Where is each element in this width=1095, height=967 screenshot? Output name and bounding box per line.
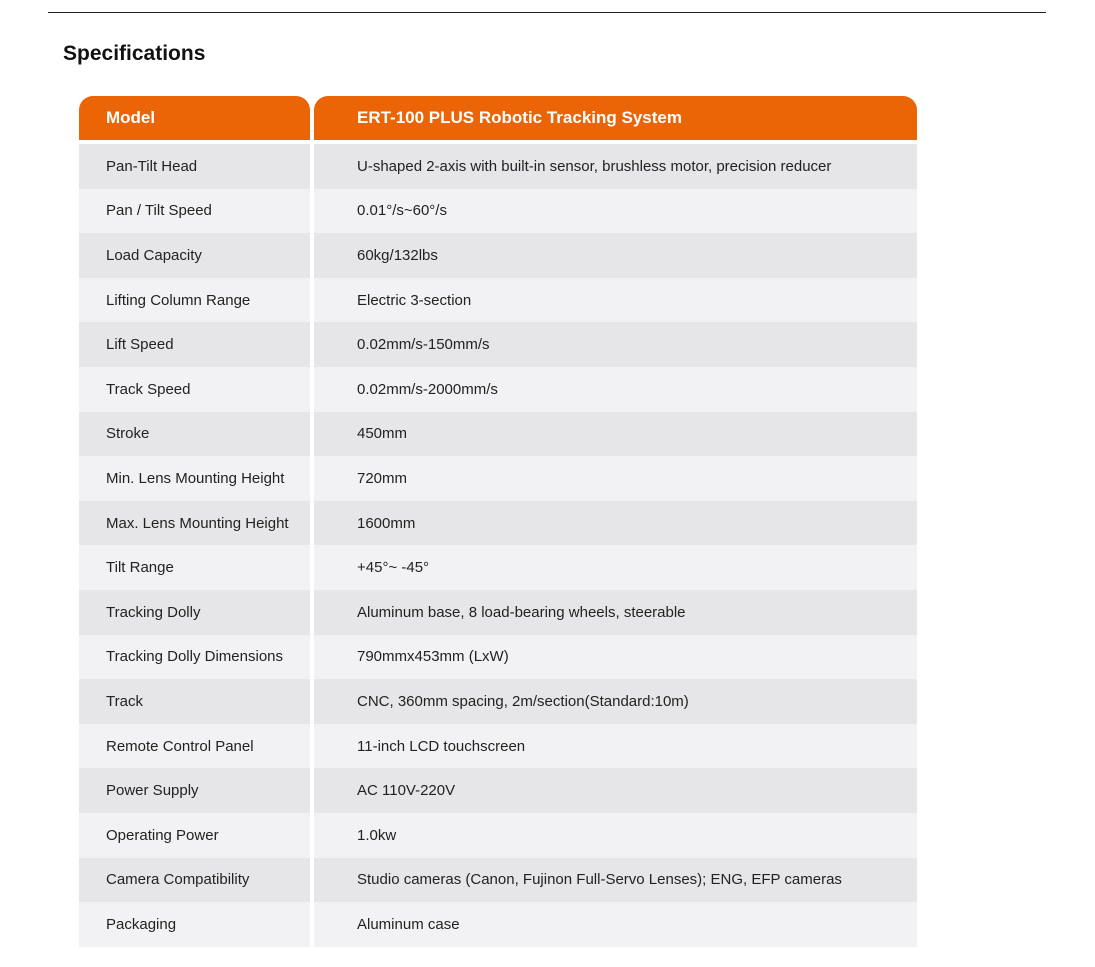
table-row	[79, 545, 917, 590]
spec-value: 60kg/132lbs	[314, 233, 917, 278]
spec-value: Electric 3-section	[314, 278, 917, 323]
table-row	[79, 813, 917, 858]
spec-value: Aluminum base, 8 load-bearing wheels, steerable	[314, 590, 917, 635]
spec-label: Remote Control Panel	[79, 724, 310, 769]
table-row	[79, 412, 917, 457]
spec-label: Lift Speed	[79, 322, 310, 367]
table-row	[79, 635, 917, 680]
table-row	[79, 679, 917, 724]
spec-label: Packaging	[79, 902, 310, 947]
header-value-cell: ERT-100 PLUS Robotic Tracking System	[314, 96, 917, 140]
spec-value: AC 110V-220V	[314, 768, 917, 813]
table-row	[79, 590, 917, 635]
table-row	[79, 278, 917, 323]
spec-value: 0.01°/s~60°/s	[314, 189, 917, 234]
header-label-cell: Model	[79, 96, 310, 140]
table-row	[79, 367, 917, 412]
table-row	[79, 501, 917, 546]
spec-value: 450mm	[314, 412, 917, 457]
spec-label: Min. Lens Mounting Height	[79, 456, 310, 501]
spec-label: Pan-Tilt Head	[79, 144, 310, 189]
spec-label: Tilt Range	[79, 545, 310, 590]
spec-label: Tracking Dolly Dimensions	[79, 635, 310, 680]
spec-label: Track Speed	[79, 367, 310, 412]
spec-value: 1.0kw	[314, 813, 917, 858]
table-row	[79, 858, 917, 903]
spec-label: Camera Compatibility	[79, 858, 310, 903]
table-row	[79, 902, 917, 947]
spec-value: 0.02mm/s-150mm/s	[314, 322, 917, 367]
spec-label: Lifting Column Range	[79, 278, 310, 323]
table-row	[79, 233, 917, 278]
spec-label: Load Capacity	[79, 233, 310, 278]
spec-table	[79, 96, 917, 947]
table-row	[79, 322, 917, 367]
spec-value: 0.02mm/s-2000mm/s	[314, 367, 917, 412]
top-divider	[48, 12, 1046, 13]
spec-value: +45°~ -45°	[314, 545, 917, 590]
spec-label: Stroke	[79, 412, 310, 457]
spec-value: U-shaped 2-axis with built-in sensor, brushless motor, precision reducer	[314, 144, 917, 189]
spec-label: Tracking Dolly	[79, 590, 310, 635]
spec-label: Operating Power	[79, 813, 310, 858]
table-row	[79, 189, 917, 234]
spec-value: Aluminum case	[314, 902, 917, 947]
spec-value: 720mm	[314, 456, 917, 501]
spec-value: 1600mm	[314, 501, 917, 546]
spec-value: 790mmx453mm (LxW)	[314, 635, 917, 680]
spec-label: Power Supply	[79, 768, 310, 813]
table-row	[79, 724, 917, 769]
spec-value: 11-inch LCD touchscreen	[314, 724, 917, 769]
spec-label: Pan / Tilt Speed	[79, 189, 310, 234]
spec-label: Track	[79, 679, 310, 724]
spec-value: CNC, 360mm spacing, 2m/section(Standard:10m)	[314, 679, 917, 724]
table-row	[79, 456, 917, 501]
section-title: Specifications	[63, 42, 206, 65]
table-row	[79, 768, 917, 813]
table-header-row	[79, 96, 917, 140]
table-row	[79, 144, 917, 189]
spec-value: Studio cameras (Canon, Fujinon Full-Servo Lenses); ENG, EFP cameras	[314, 858, 917, 903]
spec-label: Max. Lens Mounting Height	[79, 501, 310, 546]
